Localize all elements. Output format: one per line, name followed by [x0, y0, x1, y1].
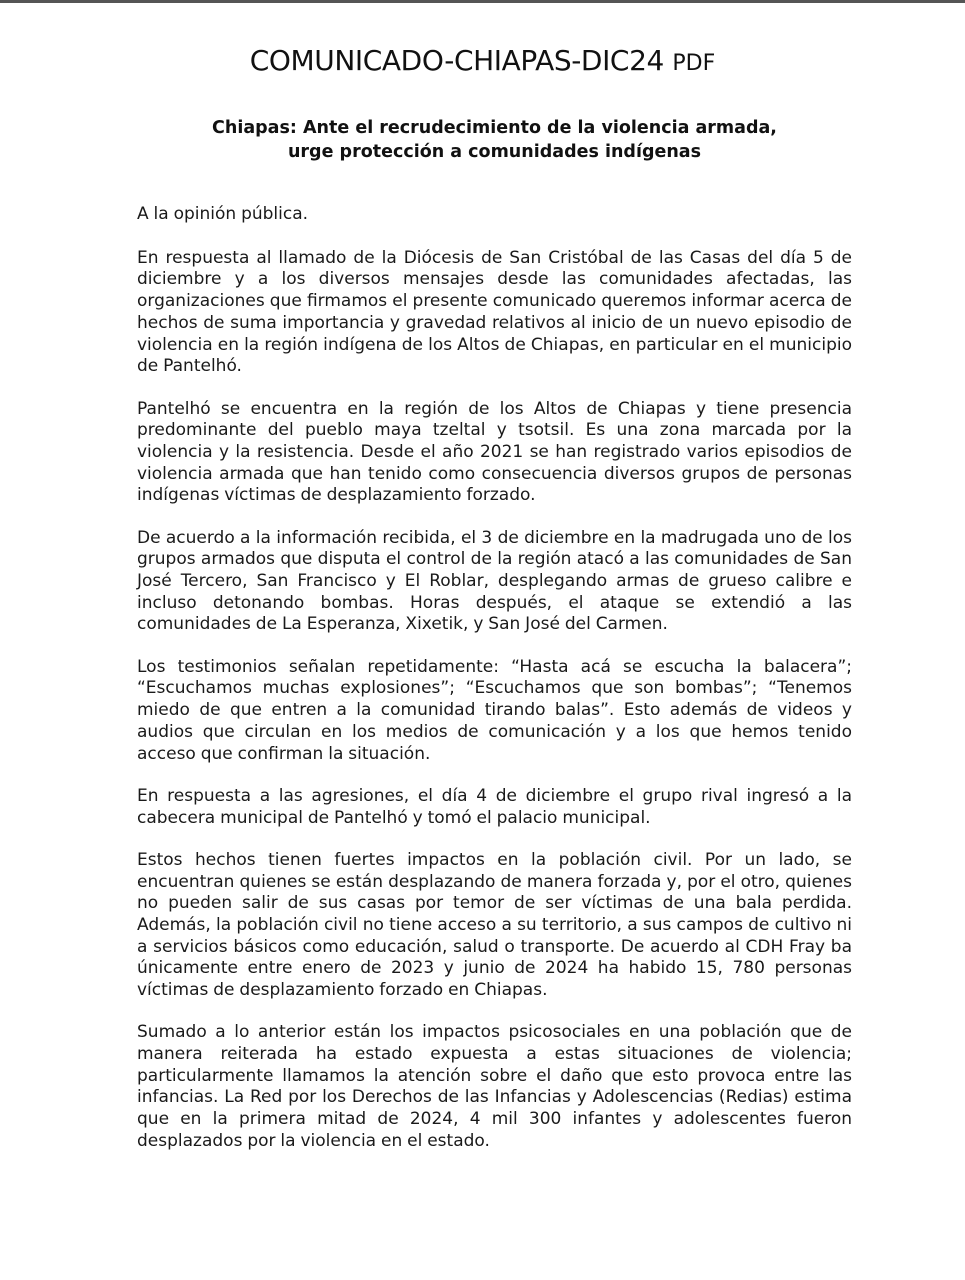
headline-line-2: urge protección a comunidades indígenas	[287, 142, 702, 162]
file-type-label: PDF	[672, 51, 716, 76]
salutation: A la opinión pública.	[137, 204, 309, 224]
paragraph-psychosocial-impacts: Sumado a lo anterior están los impactos psicosociales en una población que de manera reiterada ha estado expuesta a estas situaciones de violencia; particularmente llamamos la atención sobre el daño que esto provoca entre las infancias. La Red por los Derechos de las Infancias y Adolescencias (Redias) estima que en la primera mitad de 2024, 4 mil 300 infantes y adolescentes fueron desplazados por la violencia en el estado.	[137, 1022, 852, 1151]
paragraph-rival-group: En respuesta a las agresiones, el día 4 de diciembre el grupo rival ingresó a la cabecera municipal de Pantelhó y tomó el palacio municipal.	[137, 785, 852, 828]
document-header	[0, 44, 965, 77]
communique-headline	[137, 116, 852, 164]
headline-line-1: Chiapas: Ante el recrudecimiento de la violencia armada,	[212, 118, 777, 138]
paragraph-testimonies: Los testimonios señalan repetidamente: “Hasta acá se escucha la balacera”; “Escuchamos muchas explosiones”; “Escuchamos que son bombas”; “Tenemos miedo de que entren a la comunidad tirando balas”. Esto además de videos y audios que circulan en los medios de comunicación y a los que hemos tenido acceso que confirman la situación.	[137, 656, 852, 764]
paragraph-pantelho-context: Pantelhó se encuentra en la región de los Altos de Chiapas y tiene presencia predominante del pueblo maya tzeltal y tsotsil. Es una zona marcada por la violencia y la resistencia. Desde el año 2021 se han registrado varios episodios de violencia armada que han tenido como consecuencia diversos grupos de personas indígenas víctimas de desplazamiento forzado.	[137, 398, 852, 506]
paragraph-response: En respuesta al llamado de la Diócesis de San Cristóbal de las Casas del día 5 de diciembre y a los diversos mensajes desde las comunidades afectadas, las organizaciones que firmamos el presente comunicado queremos informar acerca de hechos de suma importancia y gravedad relativos al inicio de un nuevo episodio de violencia en la región indígena de los Altos de Chiapas, en particular en el municipio de Pantelhó.	[137, 247, 852, 377]
paragraph-civil-impacts: Estos hechos tienen fuertes impactos en la población civil. Por un lado, se encuentran quienes se están desplazando de manera forzada y, por el otro, quienes no pueden salir de sus casas por temor de ser víctimas de una bala perdida. Además, la población civil no tiene acceso a su territorio, a sus campos de cultivo ni a servicios básicos como educación, salud o transporte. De acuerdo al CDH Fray ba únicamente entre enero de 2023 y junio de 2024 ha habido 15, 780 personas víctimas de desplazamiento forzado en Chiapas.	[137, 849, 852, 1001]
communique-body	[137, 204, 852, 1173]
paragraph-attack-report: De acuerdo a la información recibida, el 3 de diciembre en la madrugada uno de los grupos armados que disputa el control de la región atacó a las comunidades de San José Tercero, San Francisco y El Roblar, desplegando armas de grueso calibre e incluso detonando bombas. Horas después, el ataque se extendió a las comunidades de La Esperanza, Xixetik, y San José del Carmen.	[137, 527, 852, 635]
document-title: COMUNICADO-CHIAPAS-DIC24	[249, 44, 664, 77]
top-divider	[0, 0, 965, 3]
